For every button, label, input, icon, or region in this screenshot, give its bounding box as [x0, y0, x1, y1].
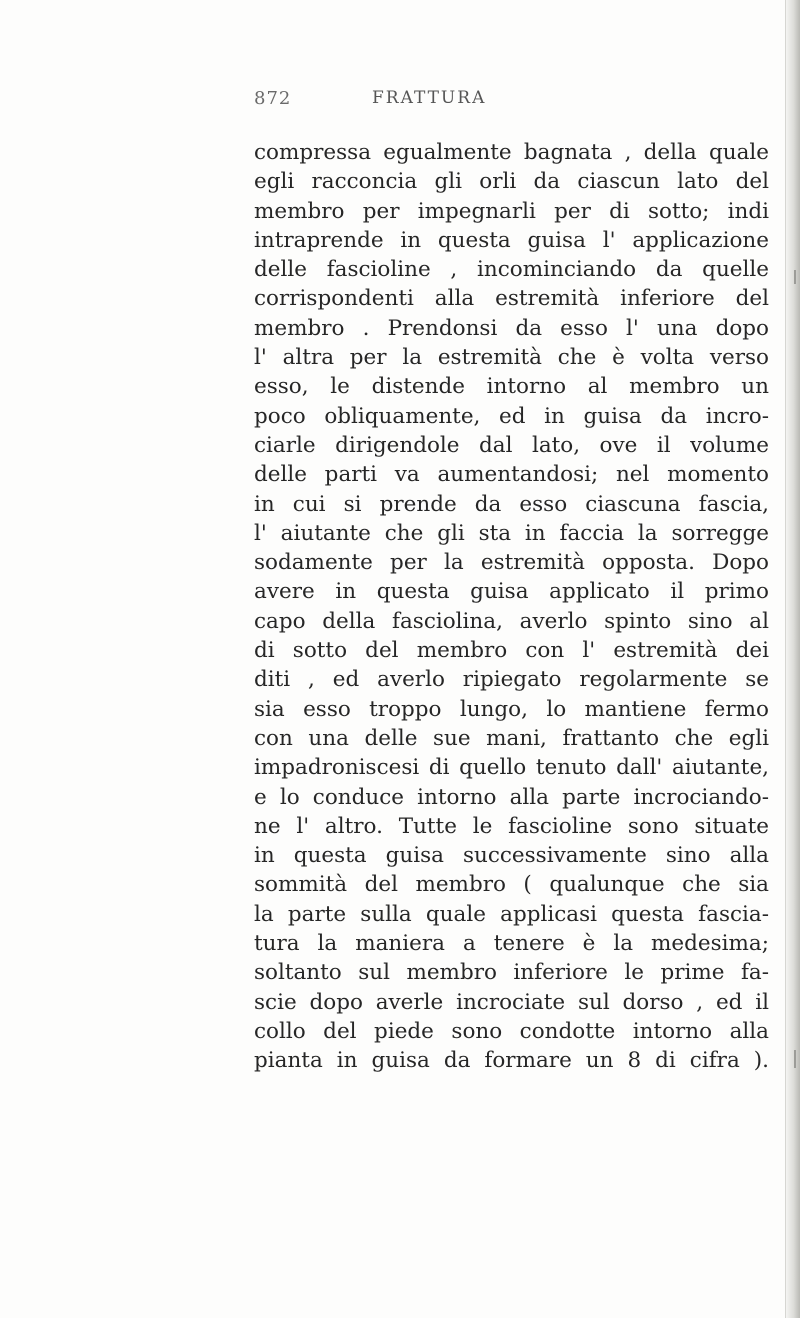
page-edge-mark — [794, 1050, 796, 1068]
text-line: compressa egualmente bagnata , della quale — [254, 140, 769, 165]
text-line: in questa guisa successivamente sino alla — [254, 843, 769, 869]
text-line: scie dopo averle incrociate sul dorso , ed il — [254, 989, 769, 1015]
text-line: delle parti va aumentandosi; nel momento — [254, 462, 769, 488]
text-line: membro . Prendonsi da esso l' una dopo — [254, 315, 769, 341]
text-line: sodamente per la estremità opposta. Dopo — [254, 550, 769, 576]
text-line: la parte sulla quale applicasi questa fascia- — [254, 901, 769, 927]
text-line: l' aiutante che gli sta in faccia la sorregge — [254, 520, 769, 546]
text-line: ciarle dirigendole dal lato, ove il volume — [254, 432, 769, 458]
text-line: sia esso troppo lungo, lo mantiene fermo — [254, 696, 769, 722]
page-edge-mark — [794, 270, 796, 284]
text-line: poco obliquamente, ed in guisa da incro- — [254, 403, 769, 429]
text-line: capo della fasciolina, averlo spinto sino al — [254, 608, 769, 634]
text-line: esso, le distende intorno al membro un — [254, 374, 769, 400]
text-line: l' altra per la estremità che è volta verso — [254, 345, 769, 371]
page-number: 872 — [254, 88, 292, 109]
text-line: corrispondenti alla estremità inferiore del — [254, 286, 769, 312]
text-line: pianta in guisa da formare un 8 di cifra ). — [254, 1048, 769, 1074]
text-line: con una delle sue mani, frattanto che egli — [254, 725, 769, 751]
text-line: delle fascioline , incominciando da quelle — [254, 257, 769, 283]
running-head — [0, 88, 800, 114]
text-line: ne l' altro. Tutte le fascioline sono situate — [254, 813, 769, 839]
page-edge — [785, 0, 800, 1318]
text-line: soltanto sul membro inferiore le prime fa- — [254, 960, 769, 986]
text-line: collo del piede sono condotte intorno alla — [254, 1018, 769, 1044]
text-line: di sotto del membro con l' estremità dei — [254, 638, 769, 664]
text-line: impadroniscesi di quello tenuto dall' aiutante, — [254, 755, 769, 781]
text-line: in cui si prende da esso ciascuna fascia, — [254, 491, 769, 517]
running-title: FRATTURA — [372, 88, 487, 108]
text-line: egli racconcia gli orli da ciascun lato del — [254, 169, 769, 195]
body-paragraph — [254, 138, 769, 1076]
text-line: intraprende in questa guisa l' applicazione — [254, 227, 769, 253]
text-line: tura la maniera a tenere è la medesima; — [254, 931, 769, 957]
text-line: sommità del membro ( qualunque che sia — [254, 872, 769, 898]
text-line: membro per impegnarli per di sotto; indi — [254, 198, 769, 224]
text-line: avere in questa guisa applicato il primo — [254, 579, 769, 605]
text-line: e lo conduce intorno alla parte incrociando- — [254, 784, 769, 810]
text-line: diti , ed averlo ripiegato regolarmente se — [254, 667, 769, 693]
